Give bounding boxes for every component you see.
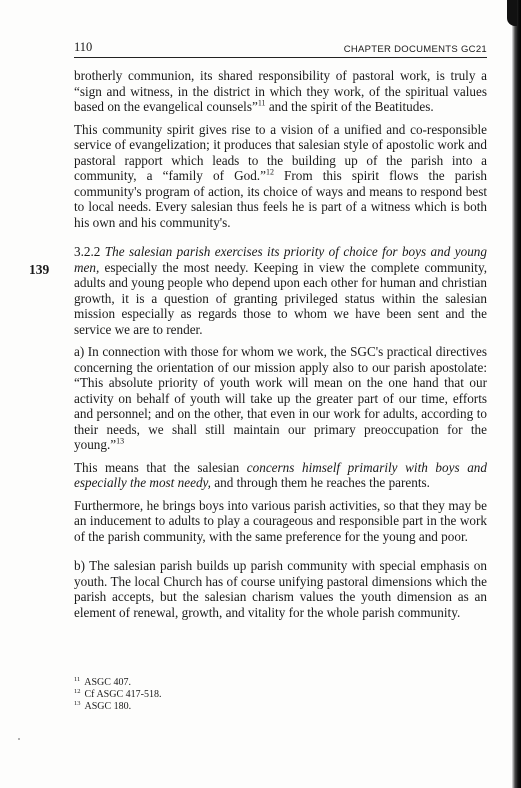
page-corner-shadow	[507, 0, 517, 26]
header-rule	[74, 57, 487, 58]
page-edge-shadow	[512, 0, 521, 788]
paragraph-3	[74, 244, 487, 337]
footnotes	[74, 677, 487, 713]
paragraph-5-italic: concerns himself primarily with boys and especially the most needy,	[74, 459, 487, 490]
footnote-number: 12	[74, 687, 81, 695]
running-title: CHAPTER DOCUMENTS GC21	[343, 44, 487, 55]
body-text	[74, 68, 487, 627]
footnote-number: 11	[74, 675, 81, 683]
paragraph-6	[74, 498, 487, 545]
footnote-text: ASGC 407.	[84, 677, 131, 688]
paragraph-7	[74, 558, 487, 620]
paragraph-4-text: a) In connection with those for whom we work, the SGC's practical directives concerning the orientation of our mission apply also to our parish apostolate: “This absolute priority of youth work will mean on the one hand that our activity on behalf of youth will take up the greater part of our time, efforts and personnel; and on the other, that even in our work for adults, according to their needs, we shall still maintain our primary preoccupation for the young.”	[74, 344, 487, 452]
paragraph-4	[74, 344, 487, 453]
paragraph-5	[74, 460, 487, 491]
footnote	[74, 689, 487, 701]
paragraph-1-text: brotherly communion, its shared responsibility of pastoral work, is truly a “sign and witness, in the district in which they work, of the spiritual values based on the evangelical counsels”	[74, 68, 487, 114]
paragraph-1-tail: and the spirit of the Beatitudes.	[265, 99, 434, 114]
paragraph-7-text: b) The salesian parish builds up parish community with special emphasis on youth. The local Church has of course unifying pastoral dimensions which the parish accepts, but the salesian charism values the youth dimension as an element of renewal, growth, and vitality for the whole parish community.	[74, 558, 487, 620]
footnote	[74, 701, 487, 713]
paragraph-number: 139	[29, 262, 50, 277]
paragraph-2	[74, 122, 487, 231]
section-number: 3.2.2	[74, 244, 105, 259]
section-title: The salesian parish exercises its priority of choice for boys and young men,	[74, 244, 487, 275]
footnote-ref: 13	[116, 436, 125, 446]
paragraph-5-post: and through them he reaches the parents.	[210, 475, 430, 490]
footnote	[74, 677, 487, 689]
paragraph-2-tail: From this spirit flows the parish community's program of action, its choice of ways and means to respond best to local needs. Every salesian thus feels he is part of a witness which is both his own and his community's.	[74, 168, 487, 230]
page-header	[74, 37, 487, 55]
footnote-text: Cf ASGC 417-518.	[84, 689, 162, 700]
paragraph-1	[74, 68, 487, 115]
footnote-number: 13	[74, 699, 81, 707]
paragraph-5-pre: This means that the salesian	[74, 459, 247, 475]
footnote-ref: 12	[265, 167, 274, 177]
footnote-text: ASGC 180.	[84, 701, 132, 712]
paragraph-2-text: This community spirit gives rise to a vision of a unified and co-responsible service of evangelization; it produces that salesian style of apostolic work and pastoral rapport which leads to the building up of the parish into a community, a “family of God.”	[74, 121, 487, 183]
scan-speck	[18, 738, 20, 740]
paragraph-3-text: especially the most needy. Keeping in view the complete community, adults and young people who depend upon each other for human and christian growth, it is a question of granting privileged status within the salesian mission especially as regards those to whom we have been sent and the service we are to render.	[74, 259, 487, 337]
page-number: 110	[74, 40, 93, 54]
footnote-ref: 11	[257, 98, 266, 108]
paragraph-6-text: Furthermore, he brings boys into various parish activities, so that they may be an inducement to adults to play a courageous and responsible part in the work of the parish community, with the same preference for the young and poor.	[74, 497, 487, 544]
